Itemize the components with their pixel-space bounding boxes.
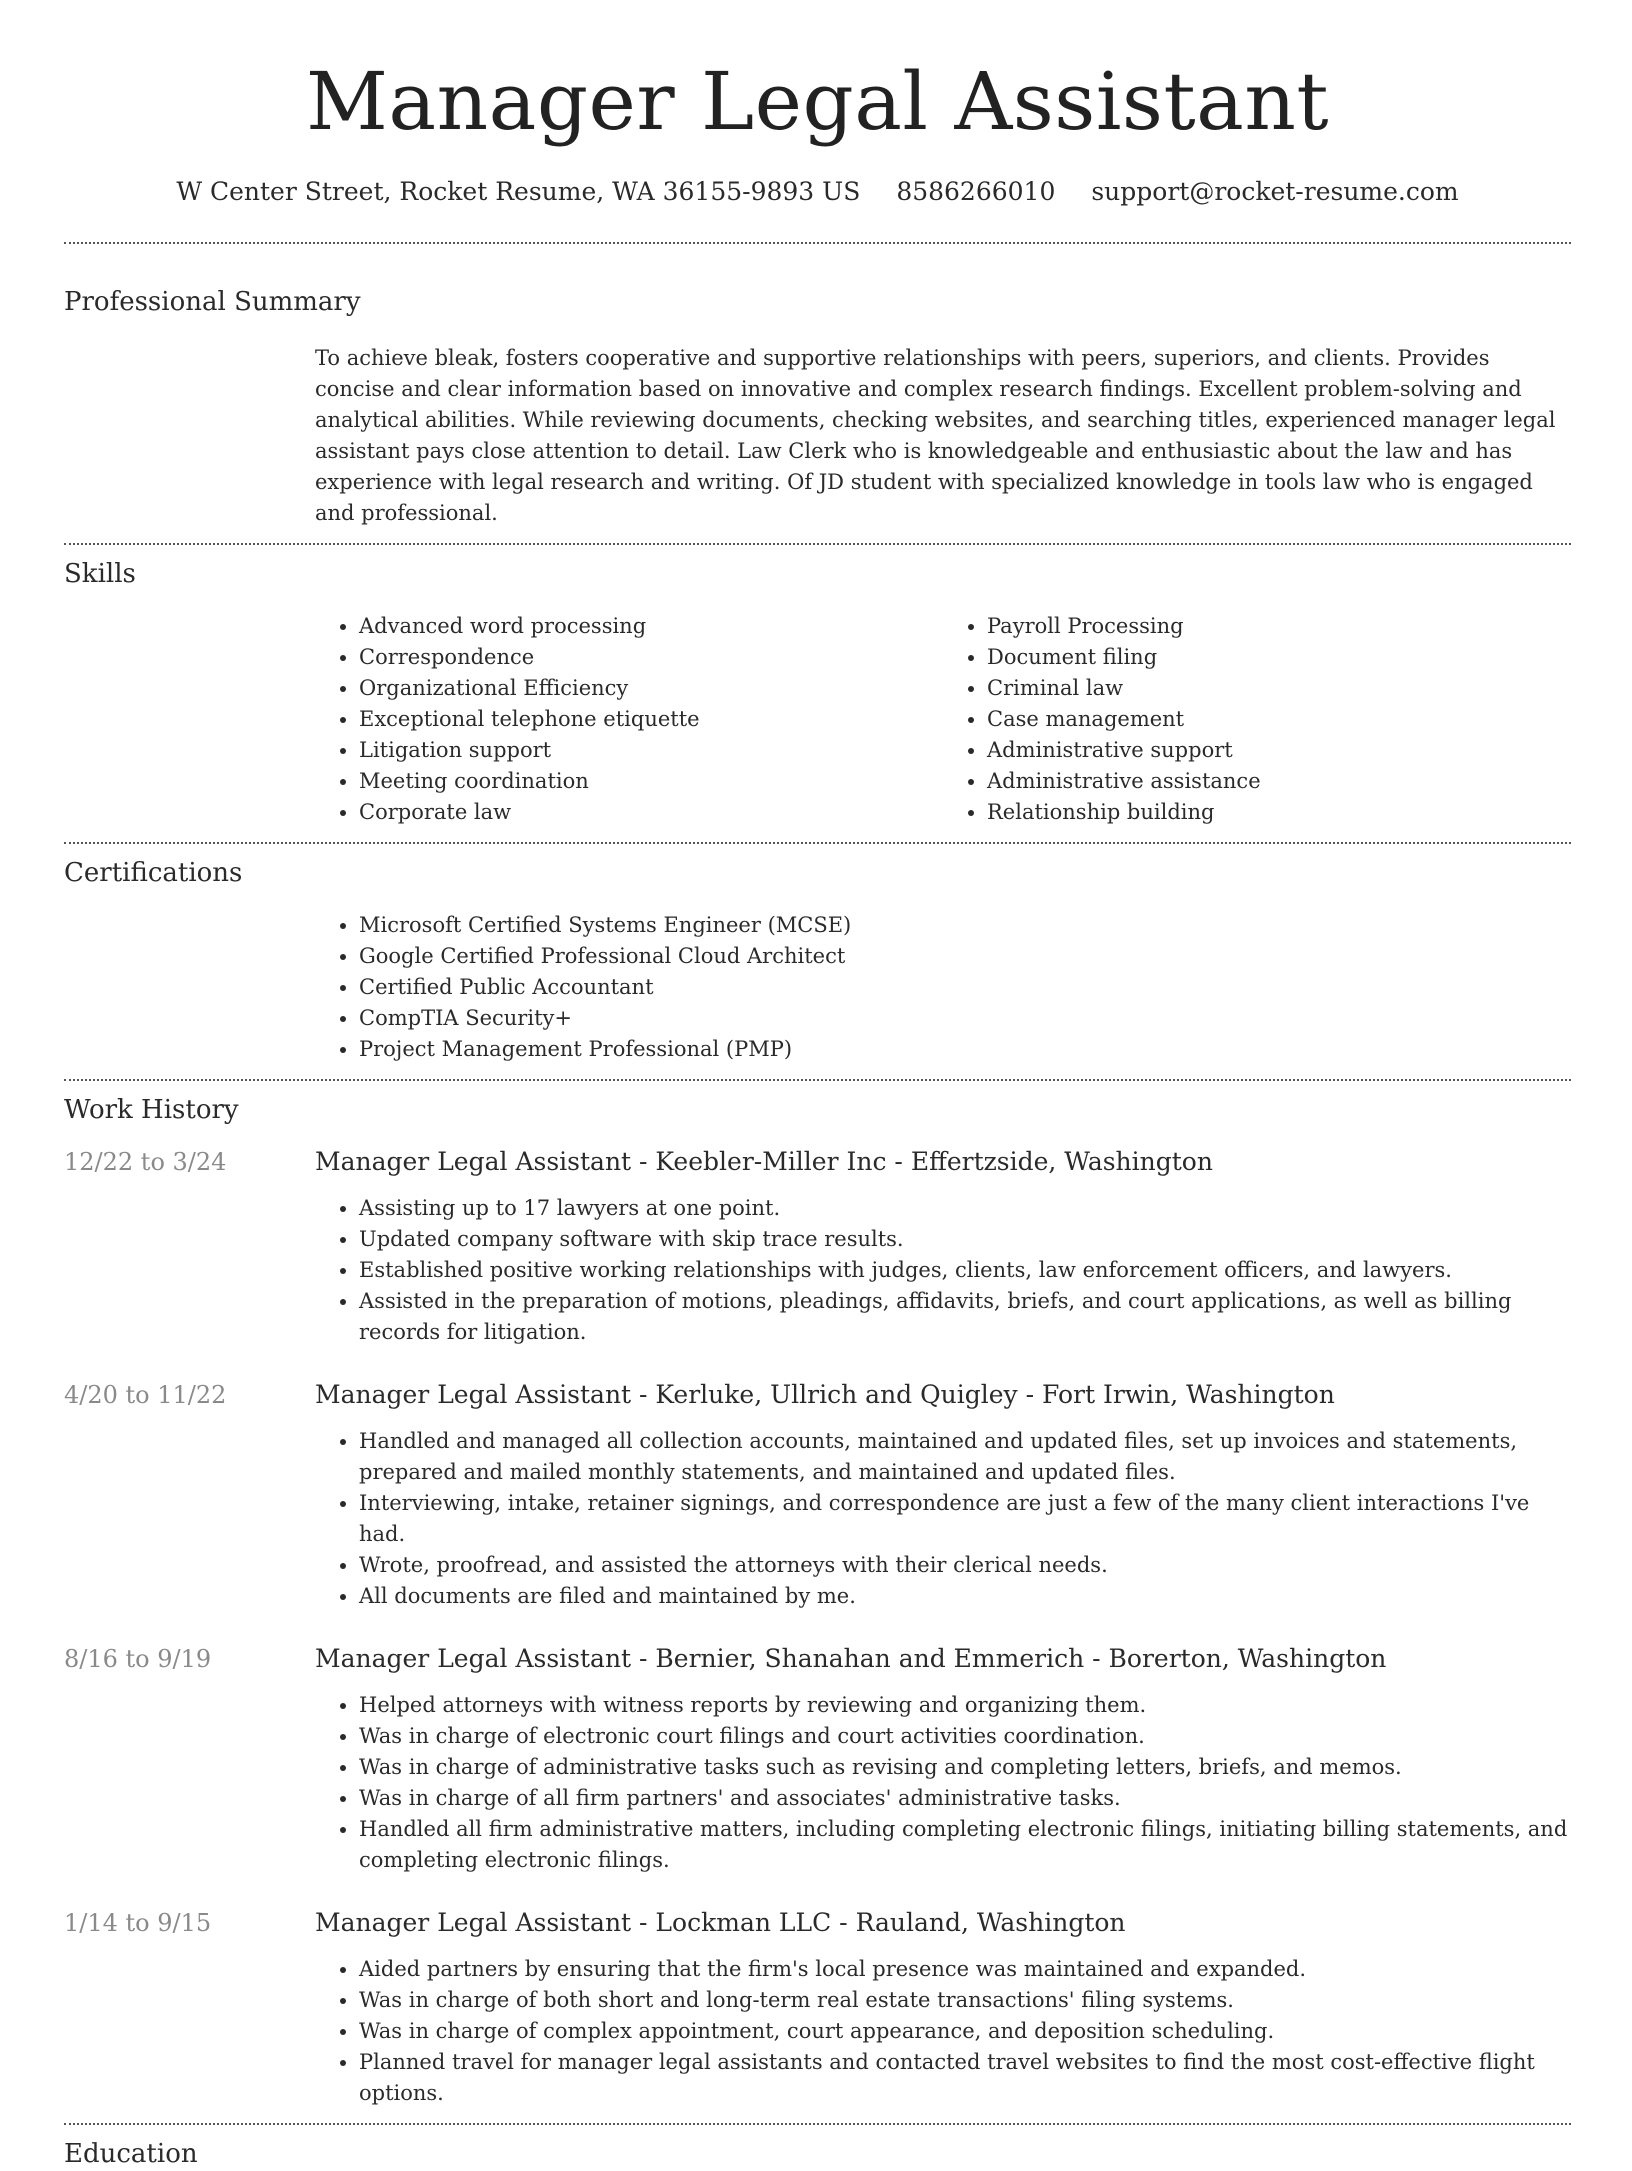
work-history-section xyxy=(64,1093,1571,2109)
summary-section xyxy=(64,285,1571,529)
job-bullet: • All documents are filed and maintained by me. xyxy=(359,1581,1571,1612)
job-bullet: • Interviewing, intake, retainer signings, and correspondence are just a few of the many client interactions I've had. xyxy=(359,1488,1571,1550)
resume-name: Manager Legal Assistant xyxy=(306,55,1329,148)
skills-list-left xyxy=(315,611,943,828)
job-dates: 4/20 to 11/22 xyxy=(64,1381,227,1409)
skills-section xyxy=(64,557,1571,828)
certification-item: • CompTIA Security+ xyxy=(359,1003,1571,1034)
job-bullet: • Planned travel for manager legal assistants and contacted travel websites to find the most cost-effective flight options. xyxy=(359,2047,1571,2109)
job-bullets xyxy=(315,1690,1571,1876)
email: support@rocket-resume.com xyxy=(1091,177,1459,206)
skills-list-right xyxy=(943,611,1571,828)
job-title: Manager Legal Assistant - Keebler-Miller Inc - Effertzside, Washington xyxy=(315,1147,1213,1176)
job-entry xyxy=(64,1906,1571,2109)
phone: 8586266010 xyxy=(896,177,1056,206)
job-bullets xyxy=(315,1426,1571,1612)
skill-item: • Litigation support xyxy=(359,735,943,766)
certification-item: • Google Certified Professional Cloud Architect xyxy=(359,941,1571,972)
job-body xyxy=(315,1906,1571,2109)
job-bullet: • Assisted in the preparation of motions, pleadings, affidavits, briefs, and court applications, as well as billing records for litigation. xyxy=(359,1286,1571,1348)
section-title-work-history: Work History xyxy=(64,1095,239,1125)
section-title-summary: Professional Summary xyxy=(64,287,361,317)
job-dates: 8/16 to 9/19 xyxy=(64,1645,212,1673)
job-bullet: • Helped attorneys with witness reports by reviewing and organizing them. xyxy=(359,1690,1571,1721)
job-body xyxy=(315,1642,1571,1876)
job-bullet: • Was in charge of complex appointment, court appearance, and deposition scheduling. xyxy=(359,2016,1571,2047)
certification-item: • Certified Public Accountant xyxy=(359,972,1571,1003)
job-bullet: • Assisting up to 17 lawyers at one point. xyxy=(359,1193,1571,1224)
job-bullet: • Established positive working relationships with judges, clients, law enforcement officers, and lawyers. xyxy=(359,1255,1571,1286)
skill-item: • Exceptional telephone etiquette xyxy=(359,704,943,735)
skill-item: • Criminal law xyxy=(987,673,1571,704)
contact-line xyxy=(64,174,1571,210)
job-body xyxy=(315,1145,1571,1348)
skill-item: • Payroll Processing xyxy=(987,611,1571,642)
address: W Center Street, Rocket Resume, WA 36155-9893 US xyxy=(176,177,861,206)
job-bullet: • Updated company software with skip trace results. xyxy=(359,1224,1571,1255)
job-title: Manager Legal Assistant - Kerluke, Ullrich and Quigley - Fort Irwin, Washington xyxy=(315,1380,1335,1409)
job-dates: 1/14 to 9/15 xyxy=(64,1909,212,1937)
job-title: Manager Legal Assistant - Lockman LLC - Rauland, Washington xyxy=(315,1908,1126,1937)
education-section xyxy=(64,2137,1571,2171)
divider xyxy=(64,1079,1571,1081)
skill-item: • Administrative support xyxy=(987,735,1571,766)
skill-item: • Organizational Efficiency xyxy=(359,673,943,704)
job-entry xyxy=(64,1642,1571,1876)
job-bullets xyxy=(315,1954,1571,2109)
job-body xyxy=(315,1378,1571,1612)
skill-item: • Corporate law xyxy=(359,797,943,828)
divider xyxy=(64,842,1571,844)
job-entry xyxy=(64,1378,1571,1612)
skills-grid xyxy=(315,611,1571,828)
resume-page xyxy=(64,0,1571,2171)
certifications-content xyxy=(315,910,1571,1065)
divider xyxy=(64,2123,1571,2125)
divider xyxy=(64,543,1571,545)
certification-item: • Project Management Professional (PMP) xyxy=(359,1034,1571,1065)
job-bullet: • Was in charge of electronic court filings and court activities coordination. xyxy=(359,1721,1571,1752)
summary-text: To achieve bleak, fosters cooperative and supportive relationships with peers, superiors, and clients. Provides concise and clear information based on innovative and complex research findings. Excellent problem-solving and analytical abilities. While reviewing documents, checking websites, and searching titles, experienced manager legal assistant pays close attention to detail. Law Clerk who is knowledgeable and enthusiastic about the law and has experience with legal research and writing. Of JD student with specialized knowledge in tools law who is engaged and professional. xyxy=(315,346,1556,525)
divider xyxy=(64,242,1571,244)
skill-item: • Administrative assistance xyxy=(987,766,1571,797)
job-entry xyxy=(64,1145,1571,1348)
job-bullet: • Was in charge of administrative tasks such as revising and completing letters, briefs, and memos. xyxy=(359,1752,1571,1783)
job-bullet: • Aided partners by ensuring that the firm's local presence was maintained and expanded. xyxy=(359,1954,1571,1985)
skill-item: • Document filing xyxy=(987,642,1571,673)
certifications-list xyxy=(315,910,1571,1065)
skill-item: • Case management xyxy=(987,704,1571,735)
job-bullet: • Was in charge of both short and long-term real estate transactions' filing systems. xyxy=(359,1985,1571,2016)
job-bullet: • Handled and managed all collection accounts, maintained and updated files, set up invoices and statements, prepared and mailed monthly statements, and maintained and updated files. xyxy=(359,1426,1571,1488)
job-dates: 12/22 to 3/24 xyxy=(64,1148,227,1176)
skill-item: • Relationship building xyxy=(987,797,1571,828)
job-bullet: • Wrote, proofread, and assisted the attorneys with their clerical needs. xyxy=(359,1550,1571,1581)
job-bullet: • Was in charge of all firm partners' and associates' administrative tasks. xyxy=(359,1783,1571,1814)
skill-item: • Meeting coordination xyxy=(359,766,943,797)
certification-item: • Microsoft Certified Systems Engineer (MCSE) xyxy=(359,910,1571,941)
skill-item: • Correspondence xyxy=(359,642,943,673)
section-title-education: Education xyxy=(64,2139,198,2169)
certifications-section xyxy=(64,856,1571,1065)
job-bullets xyxy=(315,1193,1571,1348)
job-title: Manager Legal Assistant - Bernier, Shanahan and Emmerich - Borerton, Washington xyxy=(315,1644,1387,1673)
section-title-skills: Skills xyxy=(64,559,136,589)
skill-item: • Advanced word processing xyxy=(359,611,943,642)
job-bullet: • Handled all firm administrative matters, including completing electronic filings, initiating billing statements, and completing electronic filings. xyxy=(359,1814,1571,1876)
section-title-certifications: Certifications xyxy=(64,858,243,888)
